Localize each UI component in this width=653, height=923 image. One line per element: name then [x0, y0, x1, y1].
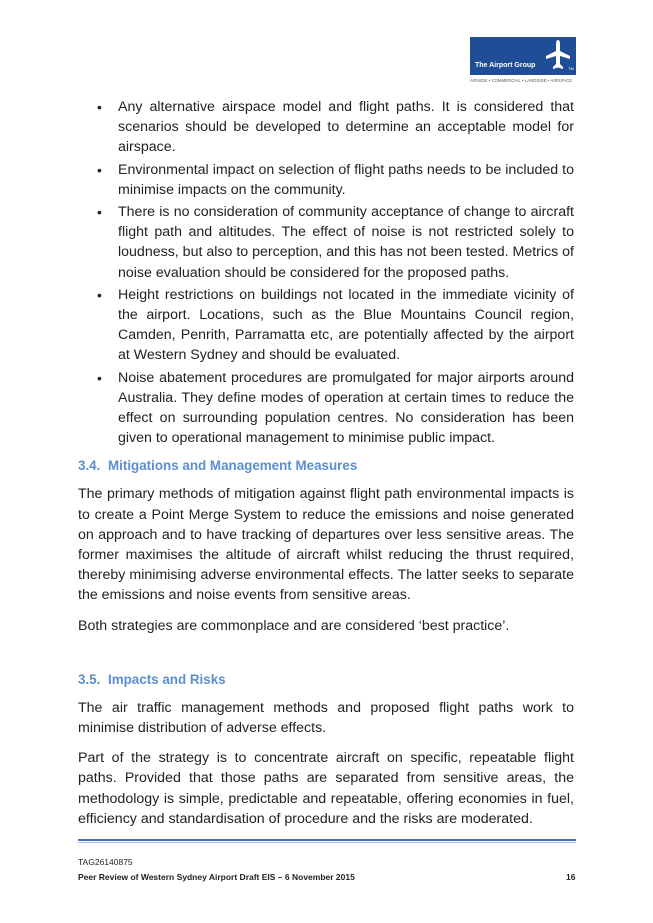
- paragraph: The primary methods of mitigation against flight path environmental impacts is to create a Point Merge System to reduce the emissions and noise generated on approach and to have tracking of departures over less sensitive areas. The former maximises the altitude of aircraft whilst reducing the thrust required, thereby minimising adverse environmental effects. The latter seeks to separate the emissions and noise events from sensitive areas.: [78, 486, 574, 604]
- section-title: Impacts and Risks: [108, 671, 226, 687]
- page-content: [78, 97, 574, 839]
- bullet-icon: •: [97, 369, 102, 386]
- paragraph: Both strategies are commonplace and are considered ‘best practice’.: [78, 617, 510, 634]
- list-item: [78, 285, 574, 366]
- list-item: [78, 368, 574, 449]
- bullet-list: [78, 97, 574, 448]
- page-number: 16: [566, 872, 576, 882]
- section-number: 3.5.: [78, 671, 101, 687]
- footer-title: Peer Review of Western Sydney Airport Draft EIS – 6 November 2015: [78, 872, 355, 882]
- list-item: [78, 160, 574, 200]
- logo-tagline: AIRSIDE • COMMERCIAL • LANDSIDE • AIRSPACE: [470, 78, 573, 83]
- bullet-icon: •: [97, 161, 102, 178]
- paragraph: The air traffic management methods and proposed flight paths work to minimise distribution of adverse effects.: [78, 699, 574, 737]
- list-item-text: There is no consideration of community acceptance of change to aircraft flight path and altitudes. The effect of noise is not restricted solely to loudness, but also to perception, and this has not been tested. Metrics of noise evaluation should be considered for the proposed paths.: [118, 204, 574, 281]
- list-item-text: Any alternative airspace model and flight paths. It is considered that scenarios should be developed to determine an acceptable model for airspace.: [118, 99, 574, 156]
- bullet-icon: •: [97, 204, 102, 221]
- logo-trademark: TM: [568, 66, 574, 71]
- paragraph: Part of the strategy is to concentrate aircraft on specific, repeatable flight paths. Provided that those paths are separated from sensitive areas, the methodology is simple, predictable and repeatable, offering economies in fuel, efficiency and standardisation of procedure and the risks are moderated.: [78, 750, 574, 827]
- list-item: [78, 97, 574, 158]
- logo-name: The Airport Group: [475, 62, 536, 69]
- list-item: [78, 202, 574, 283]
- bullet-icon: •: [97, 286, 102, 303]
- airplane-icon: [546, 40, 570, 70]
- footer-reference: TAG26140875: [78, 857, 133, 867]
- section-title: Mitigations and Management Measures: [108, 458, 358, 474]
- footer-divider-shadow: [78, 842, 576, 843]
- logo-badge: [470, 37, 576, 75]
- list-item-text: Environmental impact on selection of flight paths needs to be included to minimise impacts on the community.: [118, 161, 574, 198]
- company-logo: [470, 37, 576, 87]
- bullet-icon: •: [97, 99, 102, 115]
- section-heading-3-4: [78, 458, 574, 473]
- section-number: 3.4.: [78, 458, 101, 474]
- list-item-text: Noise abatement procedures are promulgated for major airports around Australia. They define modes of operation at certain times to reduce the effect on surrounding population centres. No consideration has been given to operational management to minimise public impact.: [118, 369, 574, 447]
- section-heading-3-5: [78, 672, 574, 687]
- footer-divider: [78, 839, 576, 841]
- list-item-text: Height restrictions on buildings not located in the immediate vicinity of the airport. Locations, such as the Blue Mountains Council region, Camden, Penrith, Parramatta etc, are potentially affected by the airport at Western Sydney and should be evaluated.: [118, 286, 574, 364]
